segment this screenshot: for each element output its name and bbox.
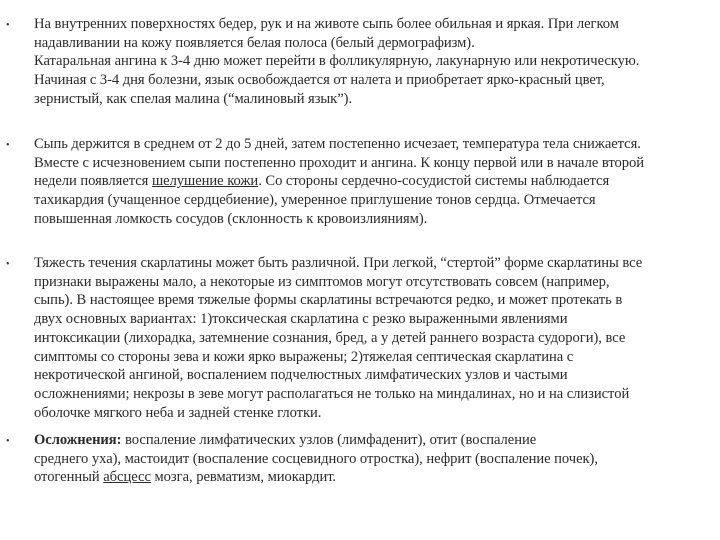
text-line: Вместе с исчезновением сыпи постепенно проходит и ангина. К концу первой или в начале второй (34, 154, 644, 171)
text-line: признаки выражены мало, а некоторые из симптомов могут отсутствовать совсем (например, (34, 273, 610, 290)
complications-label: Осложнения: (34, 432, 122, 448)
paragraph-complications (34, 431, 714, 487)
text-line (34, 468, 714, 487)
text-line: некротической ангиной, воспалением подчелюстных лимфатических узлов и частыми (34, 367, 568, 384)
bullet: • (6, 259, 10, 270)
text-line: надавливании на кожу появляется белая полоса (белый дермографизм). (34, 34, 475, 51)
text-fragment: . Со стороны сердечно-сосудистой системы наблюдается (258, 173, 610, 190)
text-fragment: мозга, ревматизм, миокардит. (150, 469, 337, 486)
paragraph-severity (34, 254, 714, 422)
text-line: двух основных вариантах: 1)токсическая скарлатина с резко выраженными явлениями (34, 311, 568, 328)
abscess-link[interactable]: абсцесс (103, 469, 151, 486)
text-line (34, 172, 714, 191)
text-line (34, 431, 714, 450)
bullet: • (6, 436, 10, 447)
peeling-skin-link[interactable]: шелушение кожи (151, 173, 259, 190)
text-line: тахикардия (учащенное сердцебиение), умеренное приглушение тонов сердца. Отмечается (34, 192, 596, 209)
text-line: Сыпь держится в среднем от 2 до 5 дней, затем постепенно исчезает, температура тела снижается. (34, 136, 641, 152)
paragraph-rash-description (34, 15, 714, 109)
text-line: Начиная с 3-4 дня болезни, язык освобождается от налета и приобретает ярко-красный цвет, (34, 72, 605, 89)
text-line: оболочке мягкого неба и задней стенке глотки. (34, 404, 322, 421)
text-line: симптомы со стороны зева и кожи ярко выражены; 2)тяжелая септическая скарлатина с (34, 348, 574, 365)
text-line: повышенная ломкость сосудов (склонность к кровоизлияниям). (34, 210, 428, 227)
text-line: сыпь). В настоящее время тяжелые формы скарлатины встречаются редко, и может протекать в (34, 292, 623, 309)
text-line: осложнениями; некрозы в зеве могут располагаться не только на миндалинах, но и на слизистой (34, 385, 630, 402)
text-fragment: недели появляется (34, 173, 152, 190)
text-line: интоксикации (лихорадка, затемнение сознания, бред, а у детей раннего возраста судороги), все (34, 329, 626, 346)
text-line: Катаральная ангина к 3-4 дню может перейти в фолликулярную, лакунарную или некротическую. (34, 53, 640, 70)
bullet: • (6, 140, 10, 151)
paragraph-rash-duration (34, 135, 714, 229)
text-line: Тяжесть течения скарлатины может быть различной. При легкой, “стертой” форме скарлатины все (34, 255, 643, 271)
text-line: На внутренних поверхностях бедер, рук и на животе сыпь более обильная и яркая. При легком (34, 16, 619, 32)
text-line: зернистый, как спелая малина (“малиновый язык”). (34, 90, 353, 107)
text-fragment: воспаление лимфатических узлов (лимфаденит), отит (воспаление (121, 432, 537, 448)
text-line: среднего уха), мастоидит (воспаление сосцевидного отростка), нефрит (воспаление почек), (34, 450, 598, 467)
text-fragment: отогенный (34, 469, 104, 486)
bullet: • (6, 20, 10, 31)
